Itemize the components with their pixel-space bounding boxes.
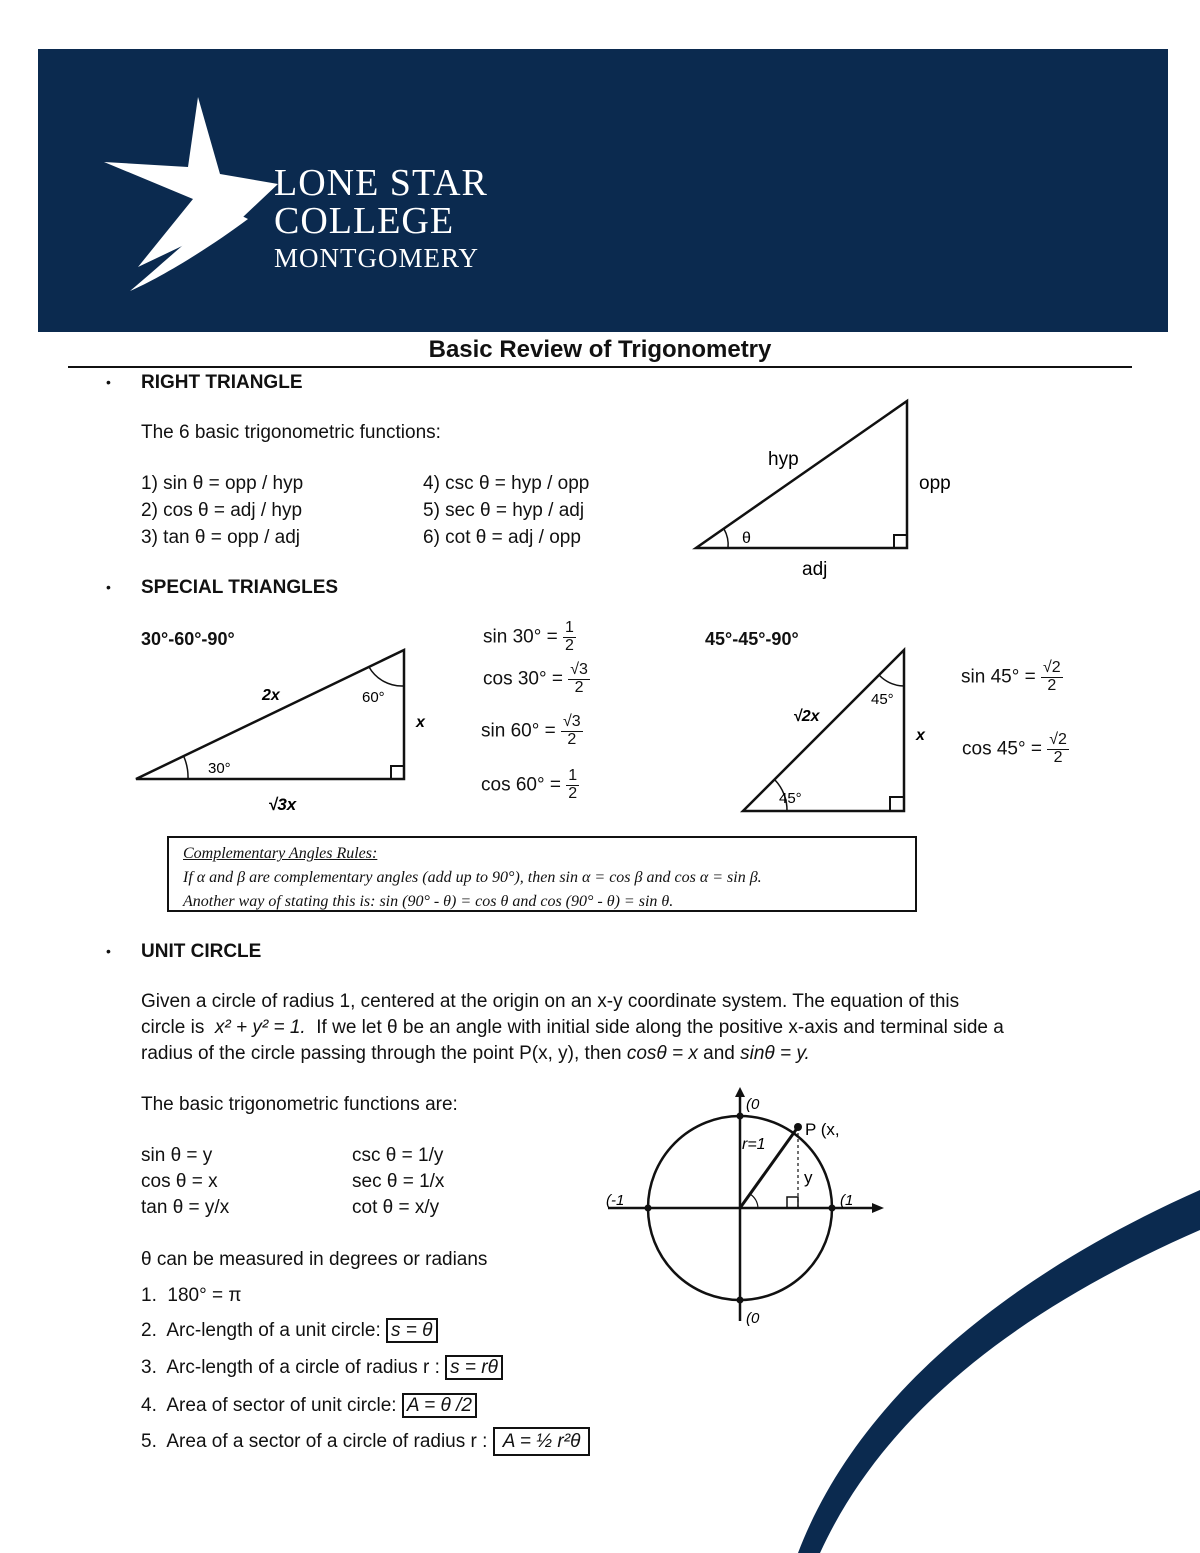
function-1: 1) sin θ = opp / hyp	[141, 473, 304, 494]
circle-equation: x² + y² = 1.	[214, 1017, 306, 1038]
triangle-adj-label: adj	[802, 559, 828, 580]
function-6: 6) cot θ = adj / opp	[423, 527, 581, 548]
t30-hyp-label: 2x	[262, 687, 280, 704]
bullet-icon: •	[106, 374, 111, 390]
cos60-value: $\frac{1}{2}$	[568, 767, 578, 802]
sin60-row	[481, 714, 583, 749]
t30-opp-label: x	[416, 714, 425, 731]
t30-adj-label: √3x	[268, 795, 297, 814]
cos45-label: cos 45° =	[962, 738, 1042, 760]
function-2: 2) cos θ = adj / hyp	[141, 500, 303, 521]
t30-left-angle: 30°	[208, 760, 231, 777]
title-divider	[68, 366, 1132, 368]
logo-line-2: COLLEGE	[274, 200, 455, 242]
complementary-rules-box	[167, 836, 917, 912]
unit-circle-diagram	[600, 1085, 900, 1330]
triangle-angle-label: θ	[742, 530, 751, 547]
page-title: Basic Review of Trigonometry	[428, 336, 772, 363]
t45-top-angle: 45°	[871, 691, 894, 708]
sin30-label: sin 30° =	[483, 626, 558, 648]
star-logo-icon	[38, 49, 1168, 332]
complementary-line-1: If α and β are complementary angles (add up to 90°), then sin α = cos β and cos α = sin β.	[183, 869, 762, 886]
bottom-point-label: (0	[746, 1310, 760, 1327]
t45-left-angle: 45°	[779, 790, 802, 807]
unit-circle-para-line-2: circle is x² + y² = 1. If we let θ be an angle with initial side along the positive x-axis and terminal side a	[141, 1017, 1004, 1038]
bullet-icon: •	[106, 943, 111, 959]
unit-circle-para-line-3: radius of the circle passing through the point P(x, y), then cosθ = x and sinθ = y.	[141, 1043, 810, 1064]
uc-function-6: cot θ = x/y	[352, 1197, 440, 1218]
complementary-line-2: Another way of stating this is: sin (90° - θ) = cos θ and cos (90° - θ) = sin θ.	[183, 893, 674, 910]
t30-top-angle: 60°	[362, 689, 385, 706]
formula-box: A = ½ r²θ	[493, 1427, 591, 1456]
t45-title: 45°-45°-90°	[705, 629, 799, 649]
right-triangle-heading: RIGHT TRIANGLE	[141, 372, 303, 393]
list-item-3: 3. Arc-length of a circle of radius r : s = rθ	[141, 1357, 503, 1379]
cos60-label: cos 60° =	[481, 774, 561, 796]
sin45-value: $\frac{√2}{2}$	[1042, 659, 1061, 694]
unit-circle-para-line-1: Given a circle of radius 1, centered at the origin on an x-y coordinate system. The equation of this	[141, 991, 960, 1012]
sin45-label: sin 45° =	[961, 666, 1036, 688]
unit-circle-heading: UNIT CIRCLE	[141, 941, 262, 962]
uc-function-2: cos θ = x	[141, 1171, 218, 1192]
cos60-row	[481, 768, 579, 803]
bullet-icon: •	[106, 579, 111, 595]
list-item-2: 2. Arc-length of a unit circle: s = θ	[141, 1320, 438, 1342]
cos30-label: cos 30° =	[483, 668, 563, 690]
sin60-value: $\frac{√3}{2}$	[562, 713, 581, 748]
sin30-value: $\frac{1}{2}$	[564, 619, 574, 654]
logo-line-3: MONTGOMERY	[274, 243, 480, 273]
uc-function-1: sin θ = y	[141, 1145, 213, 1166]
sin45-row	[961, 660, 1063, 695]
triangle-hyp-label: hyp	[768, 449, 799, 470]
header-banner	[38, 49, 1168, 332]
point-p-label: P (x,	[805, 1120, 840, 1139]
sin60-label: sin 60° =	[481, 720, 556, 742]
unit-circle-intro: The basic trigonometric functions are:	[141, 1094, 458, 1115]
cos30-row	[483, 662, 590, 697]
uc-function-4: csc θ = 1/y	[352, 1145, 444, 1166]
triangle-30-60-90	[130, 640, 440, 820]
complementary-title: Complementary Angles Rules:	[183, 845, 378, 862]
formula-box: s = θ	[386, 1318, 437, 1343]
y-leg-label: y	[804, 1168, 813, 1187]
sin30-row	[483, 620, 576, 655]
measure-note: θ can be measured in degrees or radians	[141, 1249, 488, 1270]
t45-opp-label: x	[916, 727, 925, 744]
function-3: 3) tan θ = opp / adj	[141, 527, 300, 548]
cos30-value: $\frac{√3}{2}$	[570, 661, 588, 696]
right-triangle-diagram	[690, 395, 970, 585]
triangle-opp-label: opp	[919, 473, 951, 494]
uc-function-5: sec θ = 1/x	[352, 1171, 445, 1192]
special-triangles-heading: SPECIAL TRIANGLES	[141, 577, 339, 598]
uc-function-3: tan θ = y/x	[141, 1197, 230, 1218]
top-point-label: (0	[746, 1096, 760, 1113]
formula-box: s = rθ	[445, 1355, 503, 1380]
formula-box: A = θ /2	[402, 1393, 477, 1418]
triangle-45-45-90	[735, 640, 955, 830]
cos45-value: $\frac{√2}{2}$	[1049, 731, 1067, 766]
t30-title: 30°-60°-90°	[141, 629, 235, 649]
list-item-1: 1. 180° = π	[141, 1285, 242, 1306]
left-point-label: (-1	[606, 1192, 625, 1209]
list-item-5: 5. Area of a sector of a circle of radius r : A = ½ r²θ	[141, 1431, 590, 1453]
function-4: 4) csc θ = hyp / opp	[423, 473, 590, 494]
radius-label: r=1	[742, 1136, 766, 1153]
cos45-row	[962, 732, 1069, 767]
logo-line-1: LONE STAR	[274, 162, 488, 204]
right-point-label: (1	[840, 1192, 854, 1209]
list-item-4: 4. Area of sector of unit circle: A = θ /2	[141, 1395, 477, 1417]
t45-hyp-label: √2x	[793, 708, 820, 725]
right-triangle-intro: The 6 basic trigonometric functions:	[141, 422, 441, 443]
function-5: 5) sec θ = hyp / adj	[423, 500, 585, 521]
